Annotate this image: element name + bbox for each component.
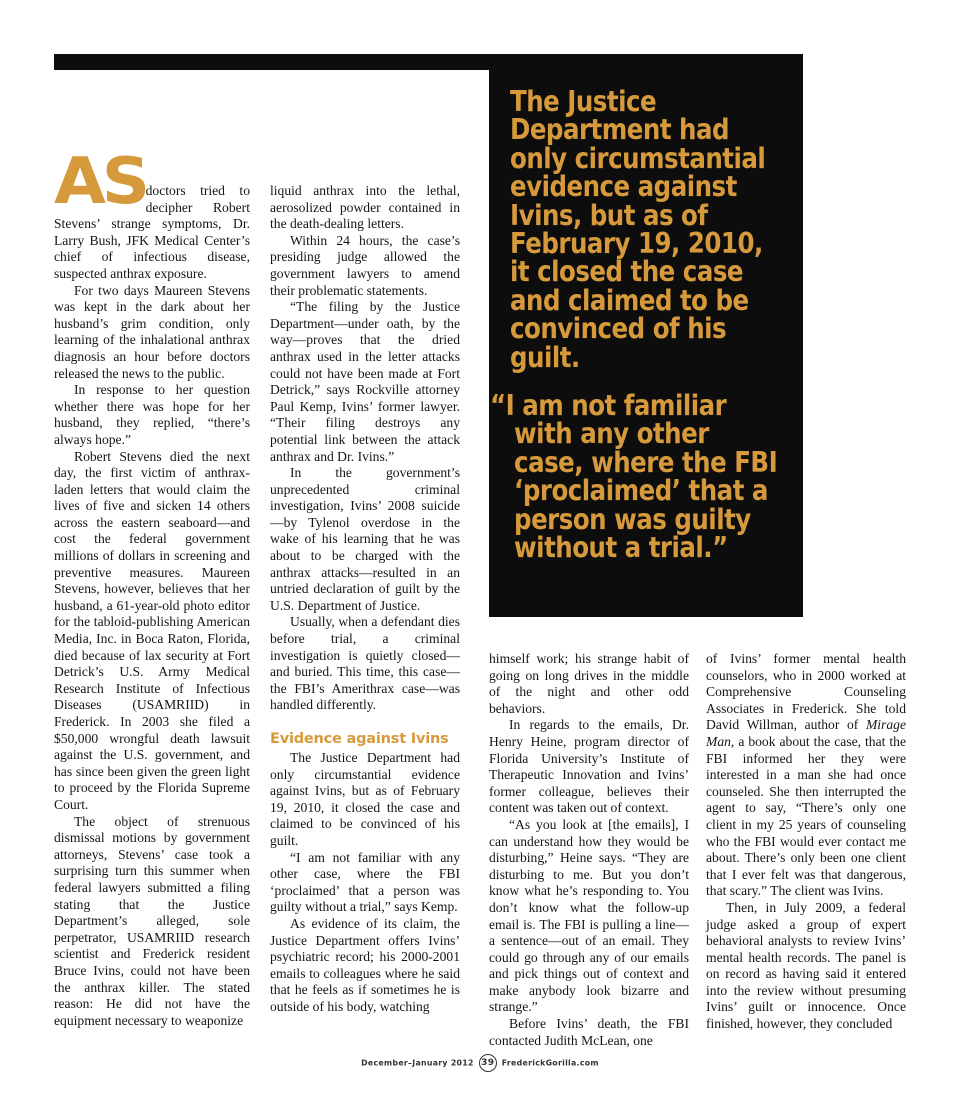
issue-date: December–January 2012 [361, 1058, 474, 1068]
site-name: FrederickGorilla.com [501, 1058, 599, 1068]
drop-cap: AS [54, 145, 147, 219]
article-paragraph: For two days Maureen Stevens was kept in the dark about her husband’s grim condition, only learning of the inhalational anthrax diagnosis an hour before doctors released the news to the public. [54, 282, 250, 381]
article-paragraph: In the government’s unprecedented criminal investigation, Ivins’ 2008 suicide—by Tylenol overdose in the wake of his learning that he was about to be charged with the anthrax attacks—resulted in an untried declaration of guilt by the U.S. Department of Justice. [270, 465, 460, 613]
article-paragraph: The Justice Department had only circumstantial evidence against Ivins, but as of February 19, 2010, it closed the case and claimed to be convinced of his guilt. [270, 750, 460, 848]
article-paragraph: liquid anthrax into the lethal, aerosolized powder contained in the death-dealing letters. [270, 183, 460, 232]
article-paragraph: Robert Stevens died the next day, the first victim of anthrax-laden letters that would claim the lives of five and sicken 14 others across the eastern seaboard—and cost the federal government millions of dollars in screening and preventive measures. Maureen Stevens, however, believes that her husband, a 61-year-old photo editor for the tabloid-publishing American Media, Inc. in Boca Raton, Florida, died because of lax security at Fort Detrick’s U.S. Army Medical Research Institute of Infectious Diseases (USAMRIID) in Frederick. In 2003 she filed a $50,000 wrongful death lawsuit against the U.S. government, and has since been given the green light to proceed by the Florida Supreme Court. [54, 448, 250, 812]
lead-paragraph: AS doctors tried to decipher Robert Stevens’ strange symptoms, Dr. Larry Bush, JFK Medical Center’s chief of infectious disease, suspected anthrax exposure. [54, 145, 250, 281]
article-column-3 [489, 651, 689, 1049]
article-paragraph: Usually, when a defendant dies before trial, a criminal investigation is quietly closed—and buried. This time, this case—the FBI’s Amerithrax case—was handled differently. [270, 614, 460, 713]
article-paragraph: of Ivins’ former mental health counselors, who in 2000 worked at Comprehensive Counseling Associates in Frederick. She told David Willman, author of Mirage Man, a book about the case, that the FBI informed her they were interested in a man she had once counseled. She then interrupted the agent to say, “There’s only one client in my 25 years of counseling who the FBI would ever contact me about. There’s only been one client that I ever felt was that dangerous, that scary.” The client was Ivins. [706, 651, 906, 899]
page-footer [0, 1054, 960, 1072]
pull-quote-quotation: “I am not familiar with any other case, where the FBI ‘proclaimed’ that a person was guilty without a trial.” [490, 389, 778, 565]
article-paragraph: Then, in July 2009, a federal judge asked a group of expert behavioral analysts to review Ivins’ mental health records. The panel is on record as having said it entered into the review without presuming Ivins’ guilt or innocence. Once finished, however, they concluded [706, 899, 906, 1032]
article-column-1 [54, 145, 250, 1029]
book-title: Mirage Man, [706, 717, 906, 749]
article-column-2 [270, 183, 460, 1016]
article-paragraph: Within 24 hours, the case’s presiding judge allowed the government lawyers to amend their problematic statements. [270, 232, 460, 298]
page-number: 39 [479, 1054, 497, 1072]
article-paragraph: himself work; his strange habit of going on long drives in the middle of the night and other odd behaviors. [489, 651, 689, 716]
article-paragraph: The object of strenuous dismissal motions by government attorneys, Stevens’ case took a surprising turn this summer when federal lawyers submitted a filing stating that the Justice Department’s alleged, sole perpetrator, USAMRIID research scientist and Frederick resident Bruce Ivins, could not have been the anthrax killer. The stated reason: He did not have the equipment necessary to weaponize [54, 813, 250, 1028]
pull-quote-statement: The Justice Department had only circumstantial evidence against Ivins, but as of February 19, 2010, it closed the case and claimed to be convinced of his guilt. [510, 85, 766, 374]
article-column-4 [706, 651, 906, 1033]
article-paragraph: As evidence of its claim, the Justice Department offers Ivins’ psychiatric record; his 2000-2001 emails to colleagues where he said that he feels as if sometimes he is outside of his body, watching [270, 915, 460, 1014]
article-paragraph: “As you look at [the emails], I can understand how they would be disturbing,” Heine says. “They are disturbing to me. But you don’t know what he’s responding to. You don’t know what the follow-up email is. The FBI is pulling a line—a sentence—out of an email. They could go through any of our emails and pick things out of context and make anybody look bizarre and strange.” [489, 816, 689, 1015]
article-paragraph: In response to her question whether there was hope for her husband, they replied, “there’s always hope.” [54, 382, 250, 447]
article-paragraph: “The filing by the Justice Department—under oath, by the way—proves that the dried anthrax used in the letter attacks could not have been made at Fort Detrick,” says Rockville attorney Paul Kemp, Ivins’ former lawyer. “Their filing destroys any potential link between the attack anthrax and Dr. Ivins.” [270, 299, 460, 464]
article-paragraph: “I am not familiar with any other case, where the FBI ‘proclaimed’ that a person was guilty without a trial,” says Kemp. [270, 849, 460, 915]
article-paragraph: Before Ivins’ death, the FBI contacted Judith McLean, one [489, 1016, 689, 1048]
article-paragraph: In regards to the emails, Dr. Henry Heine, program director of Florida University’s Institute of Therapeutic Innovation and Ivins’ former colleague, believes their content was taken out of context. [489, 717, 689, 816]
section-subhead: Evidence against Ivins [270, 731, 449, 747]
